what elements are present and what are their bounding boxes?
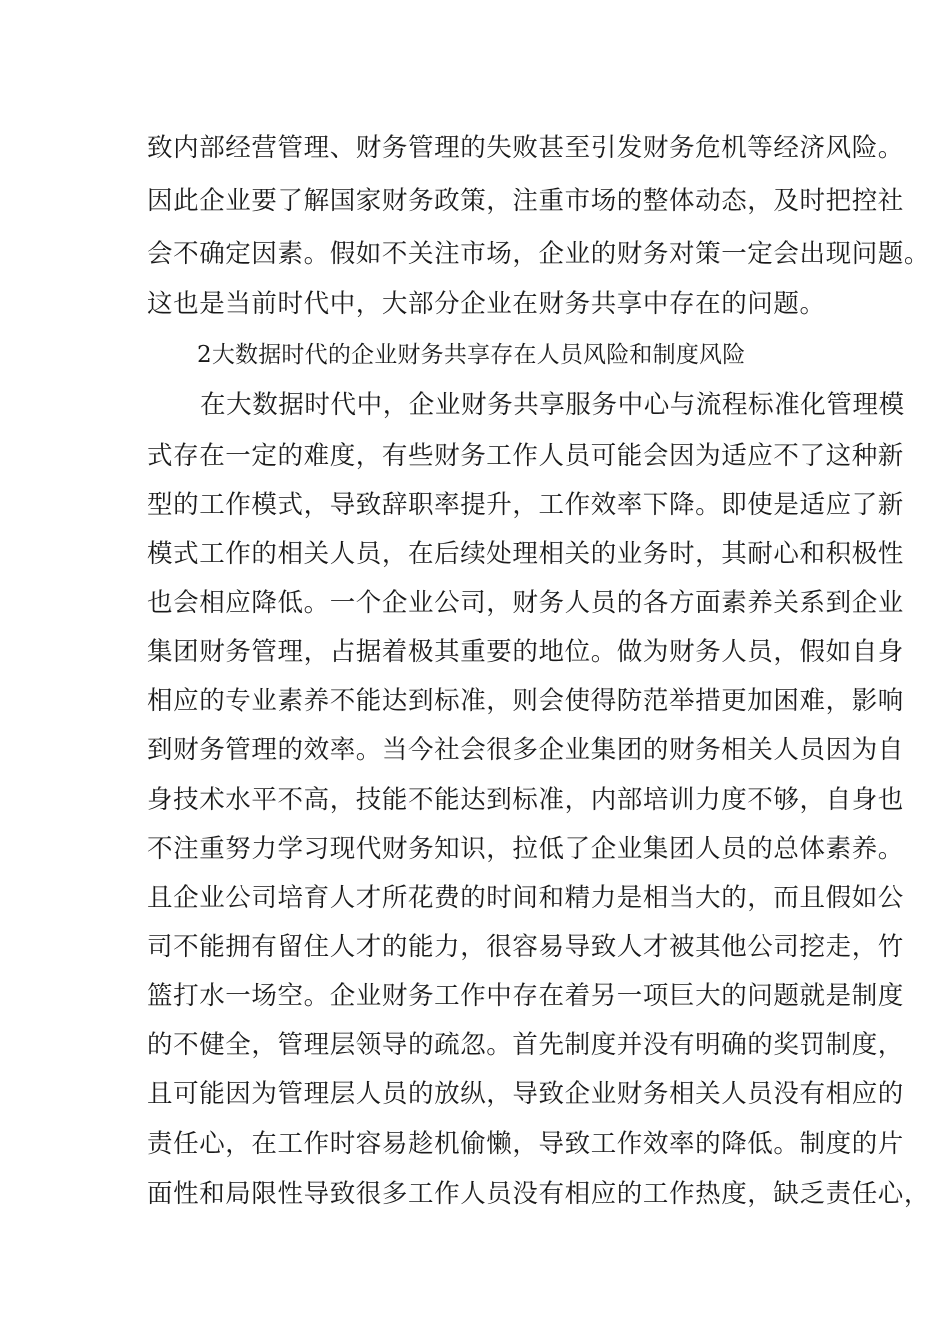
text-line: 集团财务管理，占据着极其重要的地位。做为财务人员，假如自身 — [147, 637, 904, 667]
text-line: 型的工作模式，导致辞职率提升，工作效率下降。即使是适应了新 — [147, 490, 904, 520]
text-line: 会不确定因素。假如不关注市场，企业的财务对策一定会出现问题。 — [147, 239, 931, 269]
text-line: 的不健全，管理层领导的疏忽。首先制度并没有明确的奖罚制度， — [147, 1030, 904, 1060]
text-line: 到财务管理的效率。当今社会很多企业集团的财务相关人员因为自 — [147, 735, 904, 765]
text-line: 也会相应降低。一个企业公司，财务人员的各方面素养关系到企业 — [147, 588, 904, 618]
text-line: 责任心，在工作时容易趁机偷懒，导致工作效率的降低。制度的片 — [147, 1129, 904, 1159]
text-line: 面性和局限性导致很多工作人员没有相应的工作热度，缺乏责任心， — [147, 1179, 931, 1209]
text-line: 式存在一定的难度，有些财务工作人员可能会因为适应不了这种新 — [147, 441, 904, 471]
text-line: 司不能拥有留住人才的能力，很容易导致人才被其他公司挖走，竹 — [147, 932, 904, 962]
text-line: 模式工作的相关人员，在后续处理相关的业务时，其耐心和积极性 — [147, 539, 904, 569]
text-line: 因此企业要了解国家财务政策，注重市场的整体动态，及时把控社 — [147, 186, 904, 216]
section-heading: 2大数据时代的企业财务共享存在人员风险和制度风险 — [197, 342, 746, 368]
text-line: 这也是当前时代中，大部分企业在财务共享中存在的问题。 — [147, 289, 826, 319]
text-line: 身技术水平不高，技能不能达到标准，内部培训力度不够，自身也 — [147, 785, 904, 815]
text-line: 不注重努力学习现代财务知识，拉低了企业集团人员的总体素养。 — [147, 834, 904, 864]
text-line: 且可能因为管理层人员的放纵，导致企业财务相关人员没有相应的 — [147, 1079, 904, 1109]
text-line: 且企业公司培育人才所花费的时间和精力是相当大的，而且假如公 — [147, 883, 904, 913]
text-line: 在大数据时代中，企业财务共享服务中心与流程标准化管理模 — [200, 390, 905, 420]
text-line: 篮打水一场空。企业财务工作中存在着另一项巨大的问题就是制度 — [147, 981, 904, 1011]
text-line: 致内部经营管理、财务管理的失败甚至引发财务危机等经济风险。 — [147, 133, 904, 163]
text-line: 相应的专业素养不能达到标准，则会使得防范举措更加困难，影响 — [147, 686, 904, 716]
